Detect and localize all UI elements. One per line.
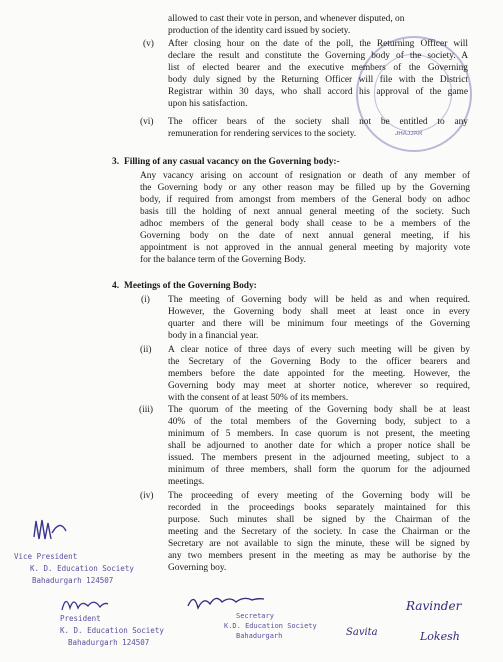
text-line: The quorum of the meeting of the Governing body shall be at least [168, 405, 470, 415]
text-line: The proceeding of every meeting of the Governing body will be [168, 491, 470, 501]
text-line: declare the result and constitute the Governing body of the society. A [168, 51, 468, 61]
stamp-line: Vice President [14, 552, 78, 561]
text-line: Secretary are not available to sign the minute, these will be signed by [168, 539, 470, 549]
text-line: minimum of 5 members. In case quorum is not present, the meeting [168, 429, 470, 439]
text-line: allowed to cast their vote in person, and whenever disputed, on [168, 14, 405, 24]
text-line: body, if required from amongst from members of the General body on adhoc [140, 195, 470, 205]
text-line: list of elected bearer and the executive members of the Governing [168, 63, 468, 73]
item-number: (vi) [140, 117, 154, 127]
text-line: with the consent of at least 50% of its members. [168, 393, 349, 403]
stamp-line: K. D. Education Society [30, 564, 134, 573]
text-line: The meeting of Governing body will be held as and when required. [168, 295, 470, 305]
stamp-line: K.D. Education Society [224, 622, 317, 630]
text-line: Registrar within 30 days, who shall accord his approval of the game [168, 87, 468, 97]
stamp-line: Secretary [236, 612, 274, 620]
text-line: any two members present in the meeting as may be authorise by the [168, 551, 470, 561]
text-line: The officer bears of the society shall not be entitled to any [168, 117, 468, 127]
signature-scribble [60, 592, 110, 614]
text-line: Governing body may meet at shorter notice, wherever so required, [168, 381, 470, 391]
text-line: the Governing body or any other reason may be filled up by the Governing [140, 183, 470, 193]
signature-scribble [186, 590, 266, 614]
text-line: A clear notice of three days of every such meeting will be given by [168, 345, 470, 355]
text-line: However, the Governing body shall meet at least once in every [168, 307, 470, 317]
section-number: 4. [112, 281, 120, 291]
text-line: remuneration for rendering services to the society. [168, 129, 357, 139]
text-line: After closing hour on the date of the poll, the Returning Officer will [168, 39, 468, 49]
seal-text: JHAJJAR [395, 131, 423, 137]
text-line: meeting and the Secretary of the society. In case the Chairman or the [168, 527, 470, 537]
text-line: production of the identity card issued by society. [168, 26, 351, 36]
text-line: Governing body on the date of next annual general meeting, if his [140, 231, 470, 241]
text-line: Governing boy. [168, 563, 227, 573]
text-line: adhoc members of the general body shall cease to be a members of the [140, 219, 470, 229]
text-line: meetings. [168, 477, 205, 487]
item-number: (i) [141, 295, 150, 305]
text-line: upon his satisfaction. [168, 99, 248, 109]
signature-name: Ravinder [406, 599, 462, 613]
text-line: recorded in the proceedings books separately maintained for this [168, 503, 470, 513]
text-line: quarter and there will be minimum four meetings of the Governing [168, 319, 470, 329]
item-number: (iii) [139, 405, 154, 415]
text-line: body duly signed by the Returning Officer will file with the District [168, 75, 468, 85]
signature-name: Lokesh [420, 630, 460, 643]
signature-scribble [30, 515, 70, 545]
stamp-line: Bahadurgarh 124507 [68, 638, 150, 647]
text-line: members before the date appointed for the meeting. However, the [168, 369, 470, 379]
stamp-line: K. D. Education Society [60, 626, 164, 635]
signature-name: Savita [346, 627, 378, 638]
stamp-line: Bahadurgarh [236, 632, 283, 640]
text-line: basis till the holding of next annual general meeting of the society. Such [140, 207, 470, 217]
text-line: appointment is not approved in the annual general meeting by majority vote [140, 243, 470, 253]
section-heading: Filling of any casual vacancy on the Governing body:- [124, 157, 340, 167]
text-line: for the balance term of the Governing Body. [140, 255, 307, 265]
section-heading: Meetings of the Governing Body: [124, 281, 257, 291]
text-line: minimum of three members, shall form the quorum for the adjourned [168, 465, 470, 475]
text-line: body in a financial year. [168, 331, 259, 341]
item-number: (v) [143, 39, 154, 49]
stamp-line: President [60, 614, 101, 623]
text-line: the Secretary of the Governing Body to the officer bearers and [168, 357, 470, 367]
stamp-line: Bahadurgarh 124507 [32, 576, 114, 585]
section-number: 3. [112, 157, 120, 167]
item-number: (ii) [140, 345, 152, 355]
text-line: shall be adjourned to another date for which a proper notice shall be [168, 441, 470, 451]
item-number: (iv) [140, 491, 154, 501]
text-line: purpose. Such minutes shall be signed by the Chairman of the [168, 515, 470, 525]
text-line: issued. The members present in the adjourned meeting, subject to a [168, 453, 470, 463]
text-line: Any vacancy arising on account of resignation or death of any member of [140, 171, 470, 181]
text-line: 40% of the total members of the Governing body, subject to a [168, 417, 470, 427]
